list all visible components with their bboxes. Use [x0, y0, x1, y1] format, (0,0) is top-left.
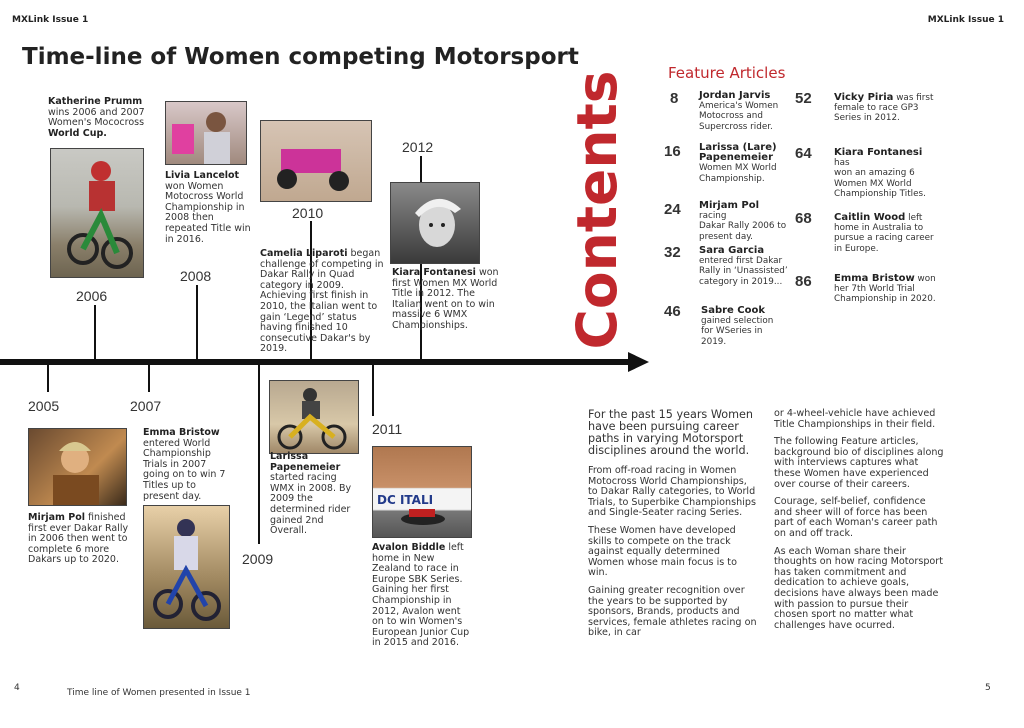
feature-name: Mirjam Pol [699, 200, 760, 211]
entry-bristow-name: Emma Bristow [143, 427, 220, 438]
col2-paragraph: As each Woman share their thoughts on how racing Motorsport has taken commitment and dedication to achieve goals, decisions have always been made with passion to pursue their chosen sport no matter what challenges have ocurred. [774, 545, 943, 631]
entry-liparoti-name: Camelia Liparoti [260, 248, 348, 259]
tick-2005 [47, 364, 49, 392]
svg-text:DC ITALI: DC ITALI [377, 493, 434, 507]
trials-rider-icon [144, 506, 229, 628]
feature-inline: has [834, 158, 850, 169]
feature-inline: racing [699, 211, 727, 222]
entry-biddle [372, 543, 472, 649]
entry-liparoti-text: began challenge of competing in Dakar Rally in Quad category in 2009. Achieving first finish in 2010, the Italian went to gain ‘Legend’ status having finished 10 consecutive Dakar's by 2019. [260, 248, 384, 355]
col1-paragraph: From off-road racing in Women Motocross World Championships, to Dakar Rally categories, to World Trials, to Superbike Championships and Single-Seater racing Series. [588, 465, 756, 519]
feature-name: Emma Bristow [834, 273, 915, 284]
feature-text: entered first Dakar Rally in ‘Unassisted’ category in 2019... [699, 256, 788, 287]
entry-bristow-text: entered World Championship Trials in 2007 going on to win 7 Titles up to present day. [143, 437, 226, 502]
feature-text: gained selection for WSeries in 2019. [701, 316, 774, 347]
entry-biddle-text: left home in New Zealand to race in Europe SBK Series. Gaining her first Championship in 2012, Avalon went on to win Women's European Junior Cup in 2015 and 2016. [372, 542, 470, 649]
year-2006: 2006 [76, 288, 108, 304]
feature-name: Larissa (Lare) Papenemeier [699, 142, 777, 164]
feature-cook[interactable] [701, 306, 781, 347]
feature-inline: was first [896, 93, 934, 103]
issue-label-left: MXLink Issue 1 [12, 15, 89, 25]
footer-caption: Time line of Women presented in Issue 1 [67, 688, 251, 698]
year-2012: 2012 [402, 139, 434, 155]
feature-bristow[interactable] [834, 274, 939, 305]
feature-pol[interactable] [699, 201, 789, 242]
photo-lancelot [165, 101, 247, 165]
entry-liparoti [260, 249, 390, 355]
entry-lancelot-text: won Women Motocross World Championship in 2008 then repeated Title win in 2016. [165, 180, 251, 245]
feature-page-68: 68 [795, 210, 812, 227]
year-2009: 2009 [242, 551, 274, 567]
photo-fontanesi [390, 182, 480, 264]
photo-papenmeier [269, 380, 359, 454]
tick-2006 [94, 305, 96, 360]
photo-bristow [143, 505, 230, 629]
feature-papenmeier[interactable] [699, 143, 784, 184]
entry-prumm-name: Katherine Prumm [48, 96, 143, 107]
feature-fontanesi[interactable] [834, 148, 934, 199]
feature-text: home in Australia to pursue a racing career in Europe. [834, 223, 934, 254]
entry-biddle-name: Avalon Biddle [372, 542, 446, 553]
feature-name: Jordan Jarvis [699, 90, 771, 101]
col2-paragraph: or 4-wheel-vehicle have achieved Title Championships in their field. [774, 408, 936, 430]
intro-heading: For the past 15 years Women have been pursuing career paths in varying Motorsport disciplines around the world. [588, 408, 753, 457]
photo-liparoti [260, 120, 372, 202]
photo-biddle [372, 446, 472, 538]
entry-bristow [143, 428, 228, 502]
page-number-left: 4 [14, 683, 20, 693]
entry-prumm-text: wins 2006 and 2007 Women's Mococross [48, 106, 145, 129]
entry-papenmeier [270, 452, 362, 537]
entry-pol [28, 513, 133, 566]
feature-page-46: 46 [664, 303, 681, 320]
page-number-right: 5 [985, 683, 991, 693]
col1-paragraph: These Women have developed skills to compete on the track against equally determined Women whose main focus is to win. [588, 524, 737, 579]
feature-text: her 7th World Trial Championship in 2020. [834, 284, 936, 305]
motocross-rider-icon [51, 149, 143, 277]
col2-paragraph: Courage, self-belief, confidence and sheer will of force has been part of each Woman's career path on and off track. [774, 496, 938, 539]
col1-paragraph: Gaining greater recognition over the years to be supported by sponsors, Brands, products and services, female athletes racing on bike, in car [588, 584, 757, 639]
entry-pol-text: finished first ever Dakar Rally in 2006 then went to complete 6 more Dakars up to 2020. [28, 512, 129, 566]
feature-articles-title: Feature Articles [668, 64, 786, 82]
entry-pol-name: Mirjam Pol [28, 512, 86, 523]
issue-label-right: MXLink Issue 1 [927, 15, 1004, 25]
feature-page-24: 24 [664, 201, 681, 218]
tick-2007 [148, 364, 150, 392]
entry-papenmeier-name: Larissa Papenemeier [270, 451, 341, 473]
photo-pol [28, 428, 127, 506]
feature-page-8: 8 [670, 90, 679, 107]
feature-page-86: 86 [795, 273, 812, 290]
year-2010: 2010 [292, 205, 324, 221]
feature-text: America's Women Motocross and Supercross rider. [699, 101, 779, 132]
feature-name: Sara Garcia [699, 245, 765, 256]
feature-page-16: 16 [664, 143, 681, 160]
photo-prumm [50, 148, 144, 278]
motocross-rider-icon [270, 381, 358, 453]
feature-page-64: 64 [795, 145, 812, 162]
feature-name: Sabre Cook [701, 305, 766, 316]
feature-wood[interactable] [834, 213, 934, 254]
entry-lancelot [165, 171, 255, 245]
rider-portrait-icon [29, 429, 126, 505]
feature-text: female to race GP3 Series in 2012. [834, 103, 919, 124]
entry-papenmeier-text: started racing WMX in 2008. By 2009 the determined rider gained 2nd Overall. [270, 472, 352, 537]
feature-inline: left [908, 213, 923, 223]
feature-name: Kiara Fontanesi [834, 147, 923, 158]
entry-fontanesi [392, 268, 502, 332]
feature-page-52: 52 [795, 90, 812, 107]
superbike-rider-icon [373, 447, 471, 537]
feature-page-32: 32 [664, 244, 681, 261]
contents-word: Contents [565, 70, 629, 350]
timeline-arrow-icon [628, 352, 649, 372]
feature-inline: won [917, 274, 936, 284]
tick-2008 [196, 285, 198, 360]
feature-piria[interactable] [834, 93, 934, 124]
year-2011: 2011 [372, 421, 403, 437]
feature-name: Caitlin Wood [834, 212, 906, 223]
year-2007: 2007 [130, 398, 162, 414]
year-2008: 2008 [180, 268, 212, 284]
tick-2011 [372, 364, 374, 416]
feature-text: Women MX World Championship. [699, 163, 777, 184]
intro-column-2 [774, 409, 944, 638]
entry-prumm [48, 97, 148, 139]
entry-fontanesi-name: Kiara Fontanesi [392, 267, 476, 278]
entry-prumm-bold-end: World Cup. [48, 127, 107, 139]
entry-fontanesi-text: won first Women MX World Title in 2012. The Italian went on to win massive 6 WMX Championships. [392, 267, 499, 331]
rider-portrait-icon [391, 183, 479, 263]
year-2005: 2005 [28, 398, 60, 414]
rider-portrait-icon [166, 102, 246, 164]
feature-jarvis[interactable] [699, 91, 789, 132]
feature-text: won an amazing 6 Women MX World Championship Titles. [834, 168, 926, 199]
page-title: Time-line of Women competing Motorsport [22, 44, 579, 70]
tick-2009 [258, 364, 260, 544]
col2-paragraph: The following Feature articles, background bio of disciplines along with interviews captures what these Women have experienced over course of their careers. [774, 436, 944, 490]
entry-lancelot-name: Livia Lancelot [165, 170, 240, 181]
feature-text: Dakar Rally 2006 to present day. [699, 221, 787, 242]
feature-name: Vicky Piria [834, 92, 894, 103]
contents-heading [562, 70, 632, 350]
feature-garcia[interactable] [699, 246, 789, 287]
quad-buggy-icon [261, 121, 371, 201]
intro-column-1 [588, 466, 758, 646]
